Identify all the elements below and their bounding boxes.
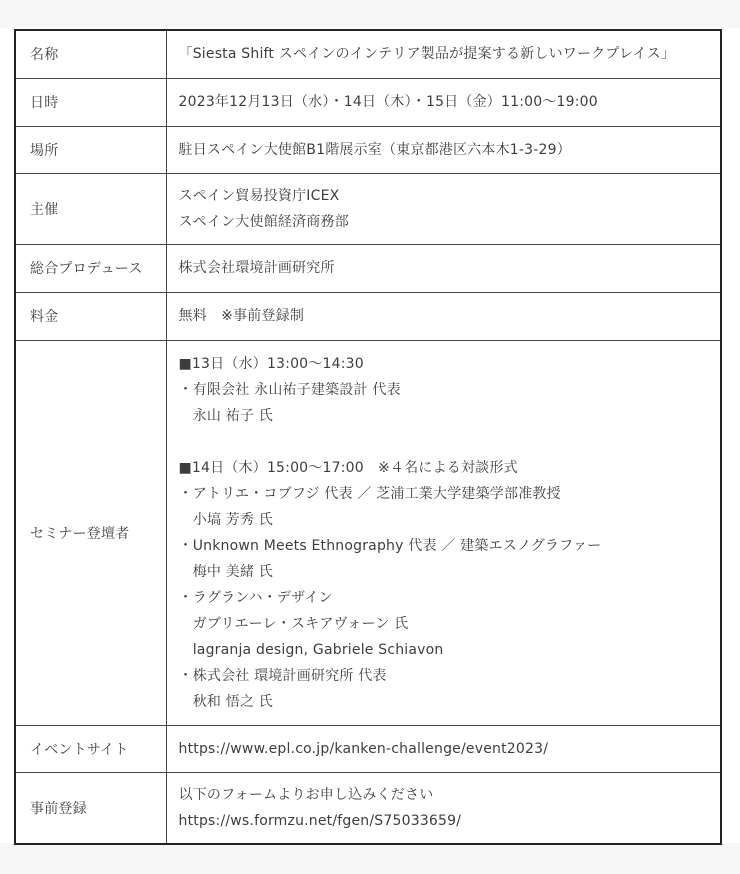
- row-value-registration: [166, 772, 721, 844]
- cell-line: ・Unknown Meets Ethnography 代表 ／ 建築エスノグラファー: [178, 537, 602, 554]
- table-row-event-site: [15, 725, 721, 772]
- cell-line: 小塙 芳秀 氏: [178, 511, 273, 528]
- event-info-table-body: [15, 30, 721, 844]
- cell-line: ・アトリエ・コブフジ 代表 ／ 芝浦工業大学建築学部准教授: [178, 485, 561, 502]
- row-label-event-site: イベントサイト: [15, 725, 166, 772]
- row-value-event-site: [166, 725, 721, 772]
- row-value-fee: [166, 292, 721, 340]
- cell-line: 以下のフォームよりお申し込みください: [178, 786, 434, 803]
- cell-line: ■13日（水）13:00～14:30: [178, 355, 364, 372]
- table-row-seminar-speakers: [15, 340, 721, 725]
- cell-line: 梅中 美緒 氏: [178, 563, 273, 580]
- cell-line: ■14日（木）15:00～17:00 ※４名による対談形式: [178, 459, 518, 476]
- row-label-datetime: 日時: [15, 78, 166, 126]
- row-value-datetime: [166, 78, 721, 126]
- top-background-band: [0, 0, 740, 28]
- cell-line: lagranja design, Gabriele Schiavon: [178, 641, 444, 658]
- row-value-organizer: [166, 173, 721, 244]
- row-value-producer: [166, 244, 721, 292]
- row-label-seminar-speakers: セミナー登壇者: [15, 340, 166, 725]
- table-row-venue: [15, 126, 721, 173]
- cell-line: https://www.epl.co.jp/kanken-challenge/event2023/: [178, 740, 549, 757]
- row-label-venue: 場所: [15, 126, 166, 173]
- row-label-fee: 料金: [15, 292, 166, 340]
- row-value-venue: [166, 126, 721, 173]
- cell-line: スペイン貿易投資庁ICEX: [178, 187, 340, 204]
- cell-line: ・ラグランハ・デザイン: [178, 589, 333, 606]
- table-row-datetime: [15, 78, 721, 126]
- cell-line: 2023年12月13日（水）・14日（木）・15日（金）11:00～19:00: [178, 94, 598, 110]
- cell-line: [179, 429, 709, 455]
- cell-line: 永山 祐子 氏: [178, 407, 273, 424]
- cell-line: ・株式会社 環境計画研究所 代表: [178, 667, 387, 684]
- table-row-fee: [15, 292, 721, 340]
- cell-line: スペイン大使館経済商務部: [178, 213, 349, 230]
- cell-line: ガブリエーレ・スキアヴォーン 氏: [178, 615, 409, 632]
- cell-line: 「Siesta Shift スペインのインテリア製品が提案する新しいワークプレイス」: [178, 46, 675, 63]
- row-value-seminar-speakers: [166, 340, 721, 725]
- cell-line: ・有限会社 永山祐子建築設計 代表: [178, 381, 401, 398]
- cell-line: 株式会社環境計画研究所: [178, 260, 335, 276]
- event-info-table: [14, 29, 722, 845]
- row-value-name: [166, 30, 721, 78]
- bottom-background-band: [0, 843, 740, 874]
- cell-line: https://ws.formzu.net/fgen/S75033659/: [178, 812, 462, 829]
- table-row-registration: [15, 772, 721, 844]
- table-row-producer: [15, 244, 721, 292]
- table-row-organizer: [15, 173, 721, 244]
- cell-line: 無料 ※事前登録制: [178, 308, 305, 324]
- table-row-name: [15, 30, 721, 78]
- cell-line: 秋和 悟之 氏: [178, 693, 273, 710]
- row-label-organizer: 主催: [15, 173, 166, 244]
- row-label-registration: 事前登録: [15, 772, 166, 844]
- cell-line: 駐日スペイン大使館B1階展示室（東京都港区六本木1-3-29）: [178, 141, 571, 158]
- row-label-name: 名称: [15, 30, 166, 78]
- row-label-producer: 総合プロデュース: [15, 244, 166, 292]
